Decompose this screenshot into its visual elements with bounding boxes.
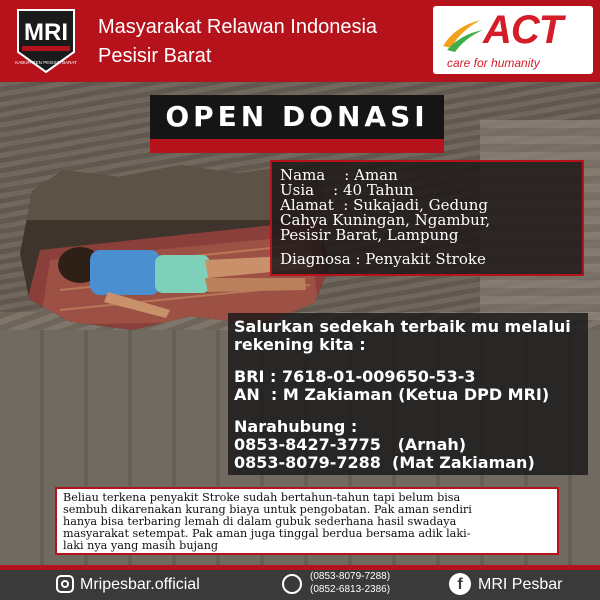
page-title: OPEN DONASI	[165, 100, 429, 133]
title-underline	[150, 139, 444, 153]
info-age: Usia : 40 Tahun	[280, 181, 414, 199]
story-line: hanya bisa terbaring lemah di dalam gubuk sederhana hasil swadaya	[63, 515, 457, 528]
act-logo-text: ACT	[483, 8, 563, 52]
mri-logo	[14, 6, 78, 76]
facebook-icon: f	[449, 573, 471, 595]
act-tagline: care for humanity	[447, 56, 540, 70]
account-name: AN : M Zakiaman (Ketua DPD MRI)	[234, 385, 550, 404]
footer-phone-1: (0853-8079-7288)	[310, 571, 391, 582]
info-diagnosis: Diagnosa : Penyakit Stroke	[280, 250, 486, 268]
info-address-cont2: Pesisir Barat, Lampung	[280, 226, 459, 244]
facebook-page: MRI Pesbar	[478, 576, 563, 593]
info-address-cont1: Cahya Kuningan, Ngambur,	[280, 211, 491, 229]
info-address: Alamat : Sukajadi, Gedung	[280, 196, 489, 214]
story-line: Beliau terkena penyakit Stroke sudah bertahun-tahun tapi belum bisa	[63, 491, 461, 504]
whatsapp-icon	[282, 574, 302, 594]
act-logo	[433, 6, 593, 74]
org-name-line2: Pesisir Barat	[98, 45, 212, 67]
patient-info-box	[270, 160, 584, 276]
info-name: Nama : Aman	[280, 166, 398, 184]
mri-logo-text: MRI	[24, 19, 68, 46]
org-name-line1: Masyarakat Relawan Indonesia	[98, 16, 378, 38]
act-swoosh-icon	[441, 16, 485, 52]
title-banner	[150, 95, 444, 139]
story-line: masyarakat setempat. Pak aman juga tinggal berdua bersama adik laki-	[63, 527, 471, 540]
story-line: laki nya yang masih bujang	[63, 539, 219, 552]
footer-phone-2: (0852-6813-2386)	[310, 584, 391, 595]
story-box	[55, 487, 559, 555]
header-bar	[0, 0, 600, 82]
mri-logo-subtext: KABUPATEN PESISIR BARAT	[15, 60, 77, 65]
donation-call-line1: Salurkan sedekah terbaik mu melalui	[234, 317, 571, 336]
instagram-icon	[56, 575, 74, 593]
instagram-handle: Mripesbar.official	[80, 576, 200, 593]
bank-account: BRI : 7618-01-009650-53-3	[234, 367, 476, 386]
donation-info-box	[228, 313, 588, 475]
story-line: sembuh dikarenakan kurang biaya untuk pengobatan. Pak aman sendiri	[63, 503, 472, 516]
contact-phone-2: 0853-8079-7288 (Mat Zakiaman)	[234, 453, 535, 472]
contact-heading: Narahubung :	[234, 417, 358, 436]
donation-call-line2: rekening kita :	[234, 335, 366, 354]
contact-phone-1: 0853-8427-3775 (Arnah)	[234, 435, 467, 454]
